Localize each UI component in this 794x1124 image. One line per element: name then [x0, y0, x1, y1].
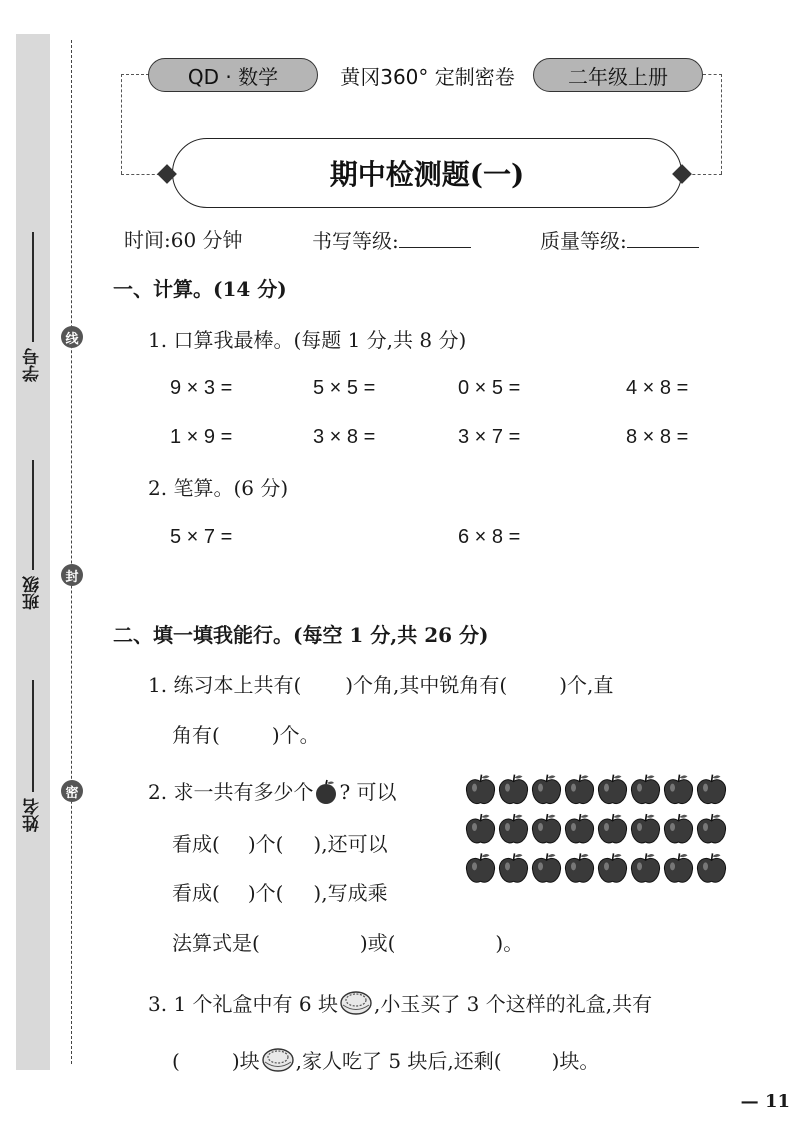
text-fragment: 3. 1 个礼盒中有 6 块 [148, 992, 338, 1016]
apple [631, 853, 659, 882]
apple [631, 775, 659, 804]
text-fragment: ,家人吃了 5 块后,还剩( [295, 1049, 502, 1073]
student-id-line [32, 232, 34, 342]
text-fragment: ),写成乘 [313, 881, 388, 905]
s2-q2-line4 [172, 933, 523, 953]
text-fragment: 看成( [172, 881, 220, 905]
time-info: 时间:60 分钟 [124, 228, 243, 252]
quality-grade-blank[interactable] [627, 230, 699, 248]
page-title: 期中检测题(一) [172, 138, 682, 208]
apple [598, 814, 626, 843]
s2-q1-line1 [148, 675, 613, 695]
text-fragment: 角有( [172, 723, 220, 747]
apple [532, 853, 560, 882]
writing-grade-blank[interactable] [399, 230, 471, 248]
oral-calc-item: 1 × 9 = [170, 426, 233, 448]
text-fragment: )个角,其中锐角有( [345, 673, 508, 697]
apple [466, 853, 494, 882]
grade-badge: 二年级上册 [533, 58, 703, 92]
s2-q2-line1 [148, 779, 397, 805]
text-fragment: )个。 [271, 723, 320, 747]
written-calc-item: 6 × 8 = [458, 526, 521, 548]
text-fragment: )个( [247, 881, 284, 905]
apple [697, 853, 725, 882]
s2-q2-line2 [172, 834, 388, 854]
oral-calc-item: 3 × 7 = [458, 426, 521, 448]
written-calc-item: 5 × 7 = [170, 526, 233, 548]
subject-badge: QD · 数学 [148, 58, 318, 92]
class-field [16, 460, 50, 610]
text-fragment: ? 可以 [339, 780, 397, 804]
apple-grid [464, 768, 728, 886]
writing-grade-label: 书写等级: [312, 229, 399, 253]
apple [664, 853, 692, 882]
mooncake-icon [260, 1044, 296, 1074]
oral-calc-item: 9 × 3 = [170, 377, 233, 399]
student-id-field [16, 232, 50, 382]
apple [598, 775, 626, 804]
apple [631, 814, 659, 843]
name-label: 姓名 [22, 798, 43, 832]
apple-icon [313, 779, 339, 805]
oral-calc-item: 3 × 8 = [313, 426, 376, 448]
apple [598, 853, 626, 882]
apple [565, 775, 593, 804]
seal-secret: 密 [61, 780, 83, 802]
text-fragment: 1. 练习本上共有( [148, 673, 302, 697]
seal-line: 线 [61, 326, 83, 348]
apple [499, 853, 527, 882]
quality-grade [540, 230, 699, 251]
series-title: 黄冈360° 定制密卷 [340, 65, 515, 89]
oral-calc-item: 0 × 5 = [458, 377, 521, 399]
apple [466, 775, 494, 804]
apple [499, 775, 527, 804]
apple [565, 853, 593, 882]
text-fragment: )块 [231, 1049, 260, 1073]
apple [697, 775, 725, 804]
section1-heading: 一、计算。(14 分) [113, 277, 287, 301]
class-label: 班级 [22, 576, 43, 610]
writing-grade [312, 230, 471, 251]
text-fragment: )个( [247, 832, 284, 856]
text-fragment: )个,直 [559, 673, 614, 697]
q2-label: 2. 笔算。(6 分) [148, 476, 289, 500]
text-fragment: 法算式是( [172, 931, 260, 955]
apple [532, 814, 560, 843]
apple [664, 775, 692, 804]
oral-calc-item: 5 × 5 = [313, 377, 376, 399]
text-fragment: ( [172, 1049, 180, 1073]
class-line [32, 460, 34, 570]
text-fragment: ,小玉买了 3 个这样的礼盒,共有 [373, 992, 653, 1016]
section2-heading: 二、填一填我能行。(每空 1 分,共 26 分) [113, 623, 489, 647]
s2-q1-line2 [172, 725, 320, 745]
s2-q2-line3 [172, 883, 388, 903]
oral-calc-item: 8 × 8 = [626, 426, 689, 448]
name-line [32, 680, 34, 792]
apple [565, 814, 593, 843]
cut-line [71, 40, 72, 1064]
text-fragment: )或( [359, 931, 396, 955]
text-fragment: 2. 求一共有多少个 [148, 780, 314, 804]
apple [499, 814, 527, 843]
seal-seal: 封 [61, 564, 83, 586]
quality-grade-label: 质量等级: [540, 229, 627, 253]
student-id-label: 学号 [22, 348, 43, 382]
text-fragment: 看成( [172, 832, 220, 856]
apple [697, 814, 725, 843]
apple [466, 814, 494, 843]
text-fragment: )。 [495, 931, 524, 955]
page-number: — 11 [740, 1091, 790, 1112]
s2-q3-line2 [172, 1044, 599, 1074]
text-fragment: )块。 [551, 1049, 600, 1073]
mooncake-icon [338, 987, 374, 1017]
apple [532, 775, 560, 804]
apple [664, 814, 692, 843]
q1-label: 1. 口算我最棒。(每题 1 分,共 8 分) [148, 328, 467, 352]
text-fragment: ),还可以 [313, 832, 388, 856]
oral-calc-item: 4 × 8 = [626, 377, 689, 399]
name-field [16, 680, 50, 832]
s2-q3-line1 [148, 987, 652, 1017]
